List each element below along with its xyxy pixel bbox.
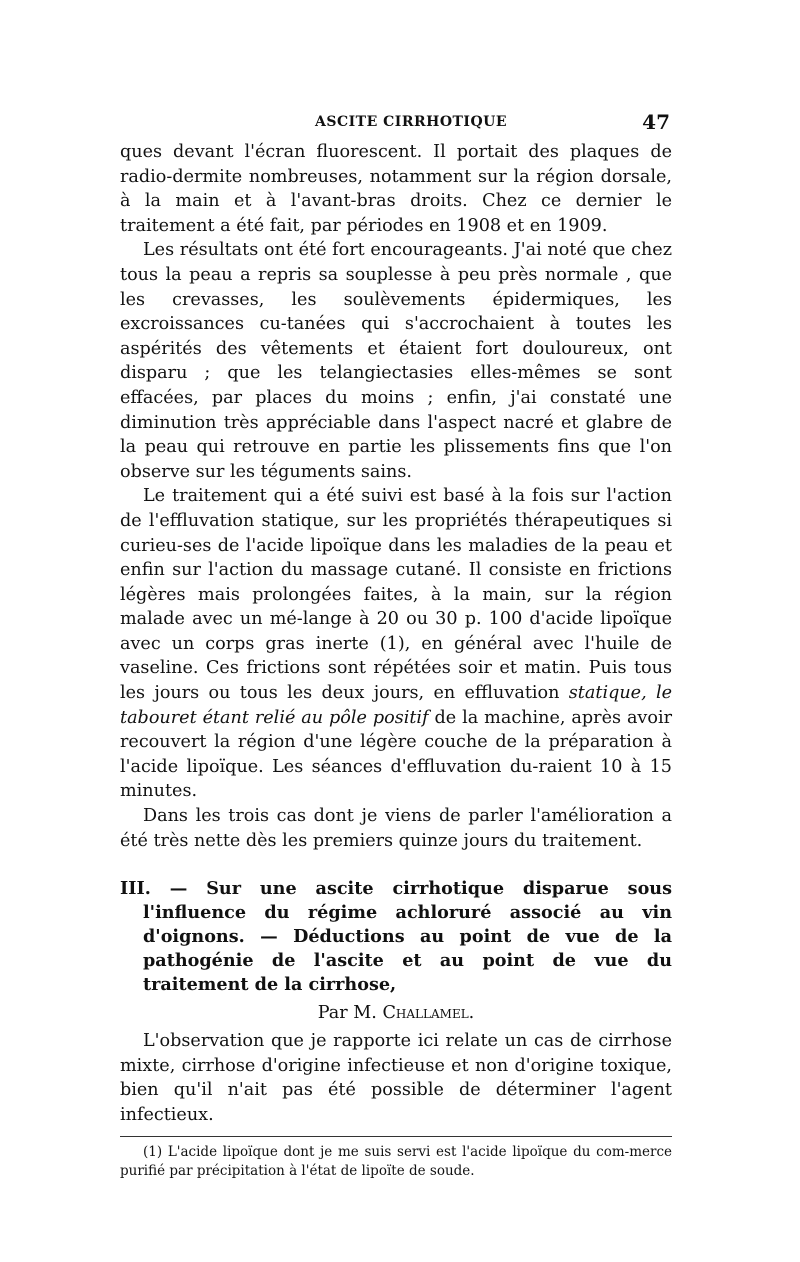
paragraph-3 [120, 484, 672, 804]
book-page [120, 110, 672, 1181]
page-number: 47 [642, 110, 670, 134]
footnote-rule [120, 1136, 672, 1137]
section-body [120, 1029, 672, 1127]
running-head [120, 110, 672, 140]
author-line [120, 1001, 672, 1025]
paragraph-1: ques devant l'écran fluorescent. Il portait des plaques de radio-dermite nombreuses, notamment sur la région dorsale, à la main et à l'avant-bras droits. Chez ce dernier le traitement a été fait, par périodes en 1908 et en 1909. [120, 142, 672, 236]
section-paragraph: L'observation que je rapporte ici relate un cas de cirrhose mixte, cirrhose d'origine infectieuse et non d'origine toxique, bien qu'il n'ait pas été possible de déterminer l'agent infectieux. [120, 1031, 672, 1125]
author-name: Challamel. [382, 1003, 475, 1024]
paragraph-3-continued: machine, après avoir recouvert la région d'une légère couche de la préparation à l'acide lipoïque. Les séances d'effluvation du-raient 10 à 15 minutes. [120, 707, 673, 802]
body-text [120, 140, 672, 853]
running-title: ASCITE CIRRHOTIQUE [315, 114, 508, 130]
author-prefix: Par M. [317, 1003, 377, 1024]
paragraph-3-text: Le traitement qui a été suivi est basé à la fois sur l'action de l'effluvation statique, sur les propriétés thérapeutiques si curieu-ses de l'acide lipoïque dans les maladies de la peau et enfin sur l'action du massage cutané. Il consiste en frictions légères mais prolongées faites, à la main, sur la région malade avec un mé-lange à 20 ou 30 p. 100 d'acide lipoïque avec un corps gras inerte (1), en général avec l'huile de vaseline. Ces frictions sont répétées soir et matin. Puis tous les jours ou tous les deux jours, en effluvation [120, 486, 672, 704]
italic-phrase: statique, le tabouret étant relié au pôle positif [120, 683, 673, 728]
section-title: III. — Sur une ascite cirrhotique disparue sous l'influence du régime achloruré associé au vin d'oignons. — Déductions au point de vue de la pathogénie de l'ascite et au point de vue du traitement de la cirrhose, [120, 878, 672, 996]
paragraph-3-after: de la [434, 707, 479, 728]
paragraph-2: Les résultats ont été fort encourageants. J'ai noté que chez tous la peau a repris sa souplesse à peu près normale , que les crevasses, les soulèvements épidermiques, les excroissances cu-tanées qui s'accrochaient à toutes les aspérités des vêtements et étaient fort douloureux, ont disparu ; que les telangiectasies elles-mêmes se sont effacées, par places du moins ; enfin, j'ai constaté une diminution très appréciable dans l'aspect nacré et glabre de la peau qui retrouve en partie les plissements fins que l'on observe sur les téguments sains. [120, 240, 672, 482]
paragraph-4: Dans les trois cas dont je viens de parler l'amélioration a été très nette dès les premiers quinze jours du traitement. [120, 806, 672, 851]
footnote: (1) L'acide lipoïque dont je me suis servi est l'acide lipoïque du com-merce purifié par précipitation à l'état de lipoïte de soude. [120, 1143, 672, 1179]
